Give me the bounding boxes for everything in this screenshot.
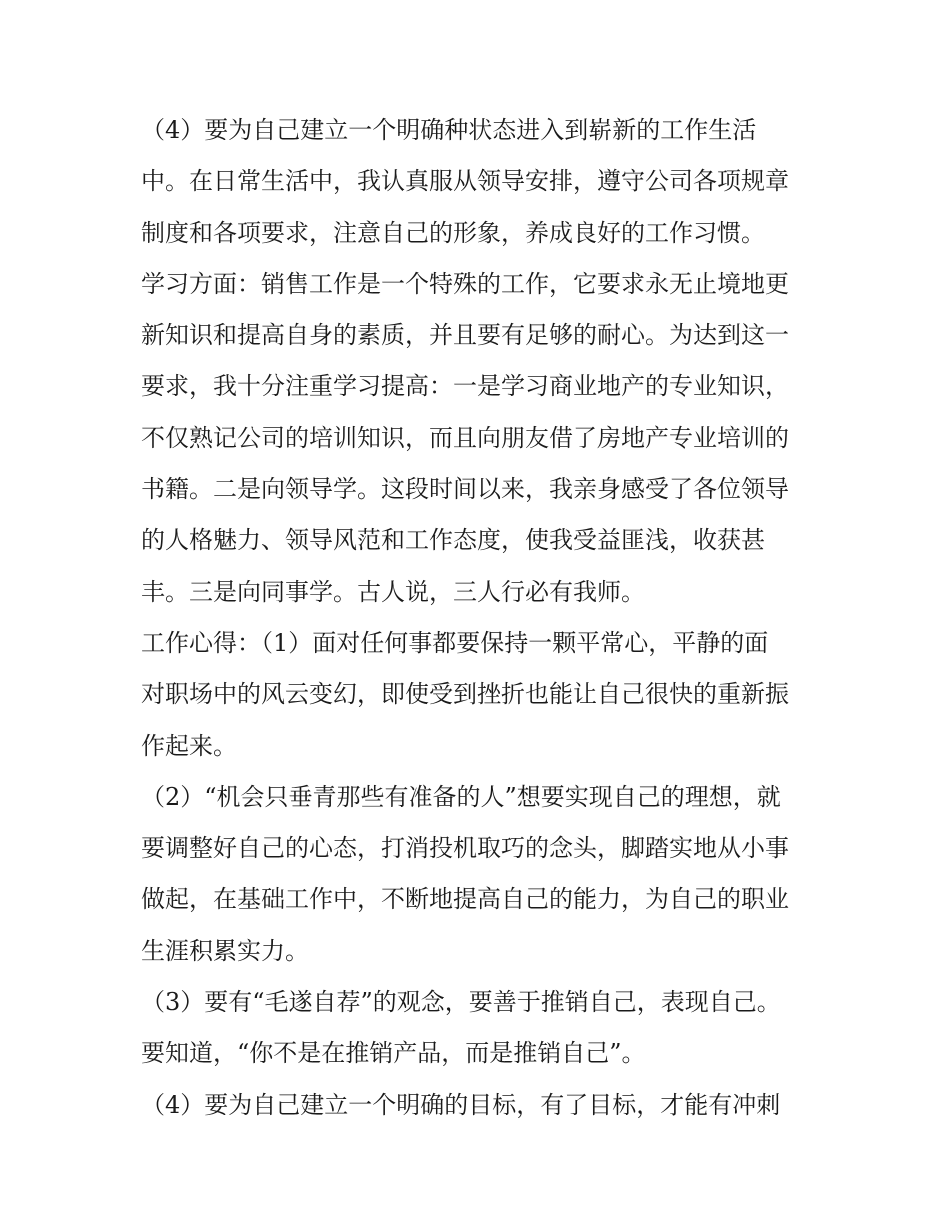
body-text [141, 110, 821, 1136]
text-line: 书籍。二是向领导学。这段时间以来，我亲身感受了各位领导 [141, 475, 789, 504]
text-line: 生涯积累实力。 [141, 936, 309, 965]
text-line: 工作心得：（1）面对任何事都要保持一颗平常心，平静的面 [141, 628, 769, 657]
text-line: （4）要为自己建立一个明确的目标，有了目标，才能有冲刺 [141, 1090, 781, 1119]
text-line: （4）要为自己建立一个明确种状态进入到崭新的工作生活 [141, 116, 757, 144]
text-line: 学习方面：销售工作是一个特殊的工作，它要求永无止境地更 [141, 269, 789, 298]
text-line: 的人格魅力、领导风范和工作态度，使我受益匪浅，收获甚 [141, 526, 765, 555]
text-line: 要调整好自己的心态，打消投机取巧的念头，脚踏实地从小事 [141, 834, 789, 863]
text-line: 新知识和提高自身的素质，并且要有足够的耐心。为达到这一 [141, 321, 789, 350]
text-line: （2）“机会只垂青那些有准备的人”想要实现自己的理想，就 [141, 782, 781, 811]
text-line: 要求，我十分注重学习提高：一是学习商业地产的专业知识， [141, 372, 789, 401]
text-line: 中。在日常生活中，我认真服从领导安排，遵守公司各项规章 [141, 167, 789, 196]
text-line: 要知道，“你不是在推销产品，而是推销自己”。 [141, 1039, 646, 1068]
text-line: 对职场中的风云变幻，即使受到挫折也能让自己很快的重新振 [141, 680, 789, 709]
text-line: （3）要有“毛遂自荐”的观念，要善于推销自己，表现自己。 [141, 988, 781, 1017]
text-line: 丰。三是向同事学。古人说，三人行必有我师。 [141, 577, 645, 606]
text-line: 做起，在基础工作中，不断地提高自己的能力，为自己的职业 [141, 885, 789, 914]
text-line: 作起来。 [141, 731, 237, 760]
text-line: 制度和各项要求，注意自己的形象，养成良好的工作习惯。 [141, 218, 765, 247]
text-line: 不仅熟记公司的培训知识，而且向朋友借了房地产专业培训的 [141, 423, 789, 452]
